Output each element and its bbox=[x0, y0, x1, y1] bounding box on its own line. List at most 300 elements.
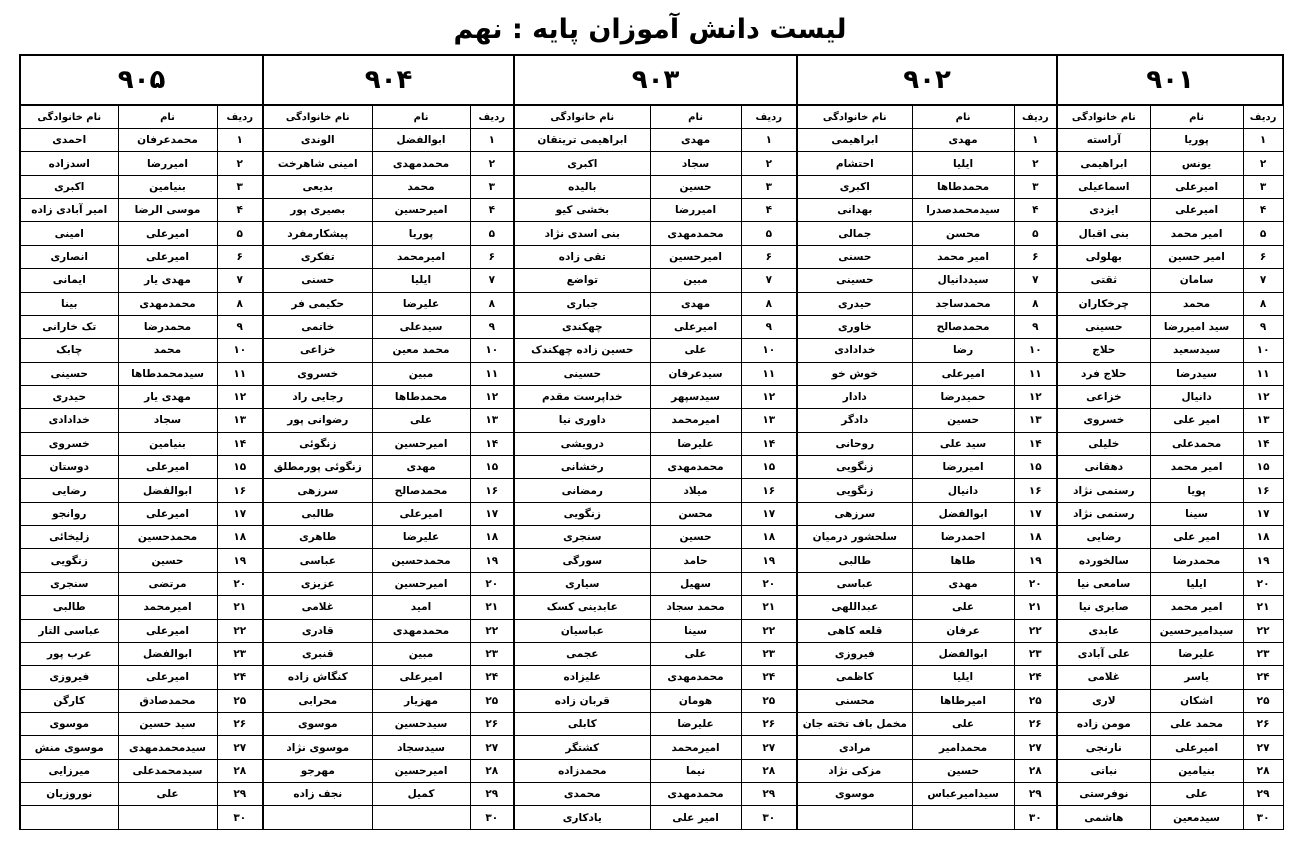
row-number-cell: ۲۰ bbox=[1243, 572, 1283, 595]
family-name-cell: فیروزی bbox=[20, 666, 118, 689]
first-name-cell: بنیامین bbox=[118, 175, 217, 198]
row-number-cell: ۵ bbox=[741, 222, 797, 245]
family-name-cell: الوندی bbox=[263, 129, 372, 152]
family-name-cell: سلحشور درمیان bbox=[797, 526, 912, 549]
family-name-cell: موسوی bbox=[20, 712, 118, 735]
row-number-cell: ۱۲ bbox=[470, 385, 514, 408]
row-number-cell: ۱۷ bbox=[741, 502, 797, 525]
first-name-cell: امیرحسین bbox=[650, 245, 741, 268]
row-number-cell: ۴ bbox=[1243, 199, 1283, 222]
first-name-cell: محمدطاها bbox=[372, 385, 470, 408]
family-name-cell: حسنی bbox=[797, 245, 912, 268]
first-name-cell: علی bbox=[912, 712, 1014, 735]
family-name-cell: کارگن bbox=[20, 689, 118, 712]
family-name-cell: حسینی bbox=[1057, 315, 1150, 338]
row-number-cell: ۲۸ bbox=[217, 759, 263, 782]
family-name-cell: ابراهیمی bbox=[797, 129, 912, 152]
first-name-cell: امیرحسین bbox=[372, 432, 470, 455]
row-number-cell: ۷ bbox=[217, 269, 263, 292]
row-number-cell: ۸ bbox=[1014, 292, 1057, 315]
first-name-cell: امیرمحمد bbox=[118, 596, 217, 619]
first-name-cell: مهدی bbox=[650, 292, 741, 315]
family-name-cell: اکبری bbox=[797, 175, 912, 198]
first-name-cell: امیر علی bbox=[1150, 409, 1243, 432]
row-number-cell: ۱۵ bbox=[470, 456, 514, 479]
row-number-cell: ۲۸ bbox=[741, 759, 797, 782]
row-number-cell: ۱۱ bbox=[1243, 362, 1283, 385]
first-name-cell: محسن bbox=[912, 222, 1014, 245]
first-name-cell: پوریا bbox=[372, 222, 470, 245]
table-row bbox=[20, 502, 1283, 525]
family-name-cell: خزاعی bbox=[263, 339, 372, 362]
family-name-cell: مخمل باف تخته جان bbox=[797, 712, 912, 735]
family-name-cell: چرخکاران bbox=[1057, 292, 1150, 315]
row-number-cell: ۲۲ bbox=[1014, 619, 1057, 642]
table-row bbox=[20, 152, 1283, 175]
first-name-cell: سیدمحمدصدرا bbox=[912, 199, 1014, 222]
row-number-cell: ۱۴ bbox=[470, 432, 514, 455]
first-name-cell: سیدمحمدعلی bbox=[118, 759, 217, 782]
column-header-row: ردیف bbox=[470, 105, 514, 129]
table-row bbox=[20, 269, 1283, 292]
first-name-cell: علیرضا bbox=[650, 712, 741, 735]
family-name-cell: جمالی bbox=[797, 222, 912, 245]
first-name-cell: سیدسعید bbox=[1150, 339, 1243, 362]
first-name-cell: امیرعلی bbox=[118, 666, 217, 689]
class-header: ۹۰۵ bbox=[20, 55, 263, 105]
family-name-cell: قربان زاده bbox=[514, 689, 650, 712]
family-name-cell: سیاری bbox=[514, 572, 650, 595]
family-name-cell: خاوری bbox=[797, 315, 912, 338]
first-name-cell: سیددانیال bbox=[912, 269, 1014, 292]
first-name-cell: سامان bbox=[1150, 269, 1243, 292]
row-number-cell: ۱۹ bbox=[1243, 549, 1283, 572]
family-name-cell: زلیخائی bbox=[20, 526, 118, 549]
first-name-cell: حسین bbox=[912, 759, 1014, 782]
row-number-cell: ۱۶ bbox=[470, 479, 514, 502]
first-name-cell: محمدمهدی bbox=[372, 619, 470, 642]
row-number-cell: ۱ bbox=[470, 129, 514, 152]
family-name-cell: کابلی bbox=[514, 712, 650, 735]
row-number-cell: ۱۵ bbox=[741, 456, 797, 479]
table-row bbox=[20, 222, 1283, 245]
first-name-cell: امیر محمد bbox=[912, 245, 1014, 268]
row-number-cell: ۲۹ bbox=[217, 783, 263, 806]
first-name-cell: امیرعلی bbox=[118, 502, 217, 525]
first-name-cell: محمدصادق bbox=[118, 689, 217, 712]
row-number-cell: ۲ bbox=[217, 152, 263, 175]
first-name-cell: علی bbox=[1150, 783, 1243, 806]
family-name-cell: سالخورده bbox=[1057, 549, 1150, 572]
first-name-cell: سیدمعین bbox=[1150, 806, 1243, 830]
row-number-cell: ۲۳ bbox=[741, 642, 797, 665]
table-row bbox=[20, 806, 1283, 830]
family-name-cell: عباسیان bbox=[514, 619, 650, 642]
first-name-cell: ایلیا bbox=[372, 269, 470, 292]
first-name-cell: طاها bbox=[912, 549, 1014, 572]
first-name-cell: محمدعلی bbox=[1150, 432, 1243, 455]
page-title: لیست دانش آموزان پایه : نهم bbox=[453, 14, 847, 45]
first-name-cell: امیرعلی bbox=[118, 222, 217, 245]
first-name-cell: محسن bbox=[650, 502, 741, 525]
first-name-cell: امیررضا bbox=[118, 152, 217, 175]
first-name-cell: محمدحسین bbox=[372, 549, 470, 572]
first-name-cell: محمدعرفان bbox=[118, 129, 217, 152]
family-name-cell: حسینی bbox=[20, 362, 118, 385]
first-name-cell: ابوالفضل bbox=[372, 129, 470, 152]
family-name-cell: رمضانی bbox=[514, 479, 650, 502]
first-name-cell: امیر علی bbox=[1150, 526, 1243, 549]
family-name-cell: خوش خو bbox=[797, 362, 912, 385]
family-name-cell bbox=[263, 806, 372, 830]
first-name-cell: محمدرضا bbox=[1150, 549, 1243, 572]
first-name-cell: امیر محمد bbox=[1150, 456, 1243, 479]
family-name-cell: حیدری bbox=[797, 292, 912, 315]
family-name-cell: عباسی التار bbox=[20, 619, 118, 642]
family-name-cell: بینا bbox=[20, 292, 118, 315]
family-name-cell: سنجری bbox=[20, 572, 118, 595]
family-name-cell: خسروی bbox=[263, 362, 372, 385]
family-name-cell: عابدی bbox=[1057, 619, 1150, 642]
row-number-cell: ۱۷ bbox=[217, 502, 263, 525]
column-header-family: نام خانوادگی bbox=[1057, 105, 1150, 129]
row-number-cell: ۱۴ bbox=[1014, 432, 1057, 455]
row-number-cell: ۲۵ bbox=[741, 689, 797, 712]
family-name-cell: ثقتی bbox=[1057, 269, 1150, 292]
class-header: ۹۰۳ bbox=[514, 55, 797, 105]
family-name-cell: عجمی bbox=[514, 642, 650, 665]
family-name-cell: عباسی bbox=[263, 549, 372, 572]
row-number-cell: ۱۵ bbox=[1014, 456, 1057, 479]
first-name-cell: موسی الرضا bbox=[118, 199, 217, 222]
row-number-cell: ۱۶ bbox=[741, 479, 797, 502]
family-name-cell: اسدزاده bbox=[20, 152, 118, 175]
row-number-cell: ۸ bbox=[470, 292, 514, 315]
column-header-row bbox=[20, 105, 1283, 129]
column-header-family: نام خانوادگی bbox=[514, 105, 650, 129]
first-name-cell: سیدسپهر bbox=[650, 385, 741, 408]
family-name-cell: حسینی bbox=[797, 269, 912, 292]
first-name-cell: یاسر bbox=[1150, 666, 1243, 689]
row-number-cell: ۱۹ bbox=[470, 549, 514, 572]
first-name-cell: سجاد bbox=[650, 152, 741, 175]
row-number-cell: ۶ bbox=[741, 245, 797, 268]
row-number-cell: ۱ bbox=[1243, 129, 1283, 152]
row-number-cell: ۲۷ bbox=[741, 736, 797, 759]
row-number-cell: ۱۸ bbox=[1243, 526, 1283, 549]
family-name-cell: چابک bbox=[20, 339, 118, 362]
family-name-cell: زنگوئی پورمطلق bbox=[263, 456, 372, 479]
first-name-cell: محمدمهدی bbox=[650, 666, 741, 689]
row-number-cell: ۴ bbox=[1014, 199, 1057, 222]
table-row bbox=[20, 385, 1283, 408]
row-number-cell: ۱۰ bbox=[1014, 339, 1057, 362]
first-name-cell: مهدی bbox=[912, 129, 1014, 152]
row-number-cell: ۲۴ bbox=[1014, 666, 1057, 689]
first-name-cell: مهدی یار bbox=[118, 385, 217, 408]
family-name-cell: پیشکارمفرد bbox=[263, 222, 372, 245]
first-name-cell: محمدامیر bbox=[912, 736, 1014, 759]
family-name-cell: زنگویی bbox=[514, 502, 650, 525]
row-number-cell: ۴ bbox=[217, 199, 263, 222]
row-number-cell: ۲۳ bbox=[470, 642, 514, 665]
row-number-cell: ۲۱ bbox=[741, 596, 797, 619]
family-name-cell: درویشی bbox=[514, 432, 650, 455]
first-name-cell: امیرعلی bbox=[1150, 175, 1243, 198]
family-name-cell: طالبی bbox=[797, 549, 912, 572]
row-number-cell: ۱ bbox=[1014, 129, 1057, 152]
family-name-cell: حیدری bbox=[20, 385, 118, 408]
table-row bbox=[20, 432, 1283, 455]
family-name-cell: دوستان bbox=[20, 456, 118, 479]
table-row bbox=[20, 596, 1283, 619]
family-name-cell: اسماعیلی bbox=[1057, 175, 1150, 198]
first-name-cell: علیرضا bbox=[1150, 642, 1243, 665]
first-name-cell: مبین bbox=[372, 642, 470, 665]
class-header: ۹۰۲ bbox=[797, 55, 1057, 105]
first-name-cell: پوریا bbox=[1150, 129, 1243, 152]
first-name-cell: امیرعلی bbox=[118, 456, 217, 479]
row-number-cell: ۱۵ bbox=[217, 456, 263, 479]
family-name-cell: رضایی bbox=[20, 479, 118, 502]
family-name-cell: محسنی bbox=[797, 689, 912, 712]
row-number-cell: ۳۰ bbox=[1243, 806, 1283, 830]
first-name-cell: محمدرضا bbox=[118, 315, 217, 338]
row-number-cell: ۲ bbox=[1243, 152, 1283, 175]
row-number-cell: ۹ bbox=[217, 315, 263, 338]
row-number-cell: ۳ bbox=[1243, 175, 1283, 198]
table-row bbox=[20, 409, 1283, 432]
first-name-cell: سیدامیرعباس bbox=[912, 783, 1014, 806]
table-row bbox=[20, 619, 1283, 642]
row-number-cell: ۲۳ bbox=[217, 642, 263, 665]
row-number-cell: ۱ bbox=[217, 129, 263, 152]
column-header-family: نام خانوادگی bbox=[797, 105, 912, 129]
row-number-cell: ۴ bbox=[741, 199, 797, 222]
first-name-cell: ایلیا bbox=[1150, 572, 1243, 595]
first-name-cell: پویا bbox=[1150, 479, 1243, 502]
row-number-cell: ۲۷ bbox=[1014, 736, 1057, 759]
family-name-cell: مومن زاده bbox=[1057, 712, 1150, 735]
first-name-cell bbox=[118, 806, 217, 830]
class-header-row bbox=[20, 55, 1283, 105]
row-number-cell: ۱۷ bbox=[1243, 502, 1283, 525]
first-name-cell: سید امیررضا bbox=[1150, 315, 1243, 338]
first-name-cell: محمدحسین bbox=[118, 526, 217, 549]
first-name-cell: نیما bbox=[650, 759, 741, 782]
family-name-cell: عرب پور bbox=[20, 642, 118, 665]
first-name-cell: میلاد bbox=[650, 479, 741, 502]
family-name-cell: یادکاری bbox=[514, 806, 650, 830]
first-name-cell: امیرحسین bbox=[372, 572, 470, 595]
row-number-cell: ۱۹ bbox=[1014, 549, 1057, 572]
first-name-cell: امیرعلی bbox=[912, 362, 1014, 385]
row-number-cell: ۲۶ bbox=[1243, 712, 1283, 735]
row-number-cell: ۲۰ bbox=[1014, 572, 1057, 595]
family-name-cell: خزاعی bbox=[1057, 385, 1150, 408]
row-number-cell: ۳ bbox=[217, 175, 263, 198]
row-number-cell: ۱۰ bbox=[1243, 339, 1283, 362]
family-name-cell: زنگویی bbox=[797, 479, 912, 502]
row-number-cell: ۱۴ bbox=[217, 432, 263, 455]
row-number-cell: ۴ bbox=[470, 199, 514, 222]
first-name-cell: حسین bbox=[650, 175, 741, 198]
row-number-cell: ۳ bbox=[470, 175, 514, 198]
first-name-cell: سیدرضا bbox=[1150, 362, 1243, 385]
family-name-cell: سرزهی bbox=[797, 502, 912, 525]
family-name-cell: روانجو bbox=[20, 502, 118, 525]
family-name-cell: روحانی bbox=[797, 432, 912, 455]
first-name-cell: سینا bbox=[1150, 502, 1243, 525]
row-number-cell: ۲۱ bbox=[1014, 596, 1057, 619]
first-name-cell: سیدامیرحسین bbox=[1150, 619, 1243, 642]
table-row bbox=[20, 572, 1283, 595]
table-row bbox=[20, 689, 1283, 712]
first-name-cell: علی bbox=[650, 642, 741, 665]
family-name-cell: سامعی نیا bbox=[1057, 572, 1150, 595]
table-row bbox=[20, 759, 1283, 782]
column-header-family: نام خانوادگی bbox=[20, 105, 118, 129]
first-name-cell: عرفان bbox=[912, 619, 1014, 642]
row-number-cell: ۷ bbox=[1243, 269, 1283, 292]
row-number-cell: ۱۰ bbox=[217, 339, 263, 362]
first-name-cell: حسین bbox=[118, 549, 217, 572]
row-number-cell: ۸ bbox=[741, 292, 797, 315]
family-name-cell: حلاج bbox=[1057, 339, 1150, 362]
first-name-cell: اشکان bbox=[1150, 689, 1243, 712]
first-name-cell: علیرضا bbox=[650, 432, 741, 455]
family-name-cell: قلعه کاهی bbox=[797, 619, 912, 642]
row-number-cell: ۳۰ bbox=[741, 806, 797, 830]
column-header-name: نام bbox=[912, 105, 1014, 129]
family-name-cell: امینی bbox=[20, 222, 118, 245]
family-name-cell: ایمانی bbox=[20, 269, 118, 292]
family-name-cell: بدیعی bbox=[263, 175, 372, 198]
family-name-cell: طاهری bbox=[263, 526, 372, 549]
row-number-cell: ۱۷ bbox=[470, 502, 514, 525]
first-name-cell: امیرحسین bbox=[372, 759, 470, 782]
row-number-cell: ۱۸ bbox=[217, 526, 263, 549]
family-name-cell: نوروزیان bbox=[20, 783, 118, 806]
family-name-cell: زنگویی bbox=[20, 549, 118, 572]
first-name-cell: امیرطاها bbox=[912, 689, 1014, 712]
family-name-cell: غلامی bbox=[1057, 666, 1150, 689]
row-number-cell: ۲۱ bbox=[217, 596, 263, 619]
family-name-cell: میرزایی bbox=[20, 759, 118, 782]
family-name-cell: سورگی bbox=[514, 549, 650, 572]
row-number-cell: ۶ bbox=[1014, 245, 1057, 268]
first-name-cell: محمدصالح bbox=[912, 315, 1014, 338]
row-number-cell: ۲۸ bbox=[1014, 759, 1057, 782]
row-number-cell: ۲۴ bbox=[470, 666, 514, 689]
row-number-cell: ۱۸ bbox=[470, 526, 514, 549]
table-row bbox=[20, 712, 1283, 735]
first-name-cell: سیدعلی bbox=[372, 315, 470, 338]
first-name-cell: علی bbox=[118, 783, 217, 806]
first-name-cell: محمدساجد bbox=[912, 292, 1014, 315]
row-number-cell: ۱۲ bbox=[1014, 385, 1057, 408]
row-number-cell: ۱۶ bbox=[217, 479, 263, 502]
first-name-cell: هومان bbox=[650, 689, 741, 712]
first-name-cell: امیررضا bbox=[650, 199, 741, 222]
first-name-cell: علی bbox=[650, 339, 741, 362]
first-name-cell: محمد bbox=[372, 175, 470, 198]
family-name-cell: غلامی bbox=[263, 596, 372, 619]
row-number-cell: ۵ bbox=[1014, 222, 1057, 245]
table-row bbox=[20, 783, 1283, 806]
family-name-cell: علی آبادی bbox=[1057, 642, 1150, 665]
row-number-cell: ۶ bbox=[470, 245, 514, 268]
first-name-cell: امیرمحمد bbox=[372, 245, 470, 268]
roster-body bbox=[20, 129, 1283, 830]
row-number-cell: ۱۳ bbox=[741, 409, 797, 432]
row-number-cell: ۱۷ bbox=[1014, 502, 1057, 525]
row-number-cell: ۲۲ bbox=[217, 619, 263, 642]
first-name-cell: ابوالفضل bbox=[118, 642, 217, 665]
family-name-cell: نجف زاده bbox=[263, 783, 372, 806]
row-number-cell: ۹ bbox=[741, 315, 797, 338]
family-name-cell: سنجری bbox=[514, 526, 650, 549]
row-number-cell: ۲۶ bbox=[217, 712, 263, 735]
row-number-cell: ۸ bbox=[1243, 292, 1283, 315]
family-name-cell: محرابی bbox=[263, 689, 372, 712]
family-name-cell: موسوی bbox=[797, 783, 912, 806]
first-name-cell: حسین bbox=[650, 526, 741, 549]
row-number-cell: ۲۸ bbox=[470, 759, 514, 782]
family-name-cell: خاتمی bbox=[263, 315, 372, 338]
family-name-cell: رستمی نژاد bbox=[1057, 502, 1150, 525]
first-name-cell: امیر محمد bbox=[1150, 222, 1243, 245]
column-header-family: نام خانوادگی bbox=[263, 105, 372, 129]
first-name-cell: دانیال bbox=[1150, 385, 1243, 408]
first-name-cell: امیرمحمد bbox=[650, 409, 741, 432]
first-name-cell: محمدطاها bbox=[912, 175, 1014, 198]
first-name-cell: حسین bbox=[912, 409, 1014, 432]
row-number-cell: ۱۱ bbox=[470, 362, 514, 385]
row-number-cell: ۲ bbox=[470, 152, 514, 175]
first-name-cell: مهدی یار bbox=[118, 269, 217, 292]
first-name-cell: ابوالفضل bbox=[912, 642, 1014, 665]
first-name-cell: علی bbox=[372, 409, 470, 432]
family-name-cell: فیروزی bbox=[797, 642, 912, 665]
first-name-cell: حامد bbox=[650, 549, 741, 572]
first-name-cell: حمیدرضا bbox=[912, 385, 1014, 408]
first-name-cell: سیدمحمدمهدی bbox=[118, 736, 217, 759]
column-header-row: ردیف bbox=[217, 105, 263, 129]
family-name-cell: بصیری پور bbox=[263, 199, 372, 222]
family-name-cell: سرزهی bbox=[263, 479, 372, 502]
row-number-cell: ۲۴ bbox=[741, 666, 797, 689]
first-name-cell: امیرمحمد bbox=[650, 736, 741, 759]
family-name-cell: بهلولی bbox=[1057, 245, 1150, 268]
family-name-cell: مهرجو bbox=[263, 759, 372, 782]
student-roster-table bbox=[19, 54, 1284, 830]
family-name-cell: خلیلی bbox=[1057, 432, 1150, 455]
row-number-cell: ۲۳ bbox=[1243, 642, 1283, 665]
family-name-cell: ایزدی bbox=[1057, 199, 1150, 222]
table-row bbox=[20, 666, 1283, 689]
row-number-cell: ۱ bbox=[741, 129, 797, 152]
row-number-cell: ۲۵ bbox=[470, 689, 514, 712]
row-number-cell: ۲۹ bbox=[470, 783, 514, 806]
column-header-row: ردیف bbox=[1014, 105, 1057, 129]
row-number-cell: ۲۲ bbox=[470, 619, 514, 642]
first-name-cell: مهدی bbox=[372, 456, 470, 479]
family-name-cell: نارنجی bbox=[1057, 736, 1150, 759]
first-name-cell: امیرعلی bbox=[118, 245, 217, 268]
family-name-cell: رستمی نژاد bbox=[1057, 479, 1150, 502]
first-name-cell: ایلیا bbox=[912, 666, 1014, 689]
